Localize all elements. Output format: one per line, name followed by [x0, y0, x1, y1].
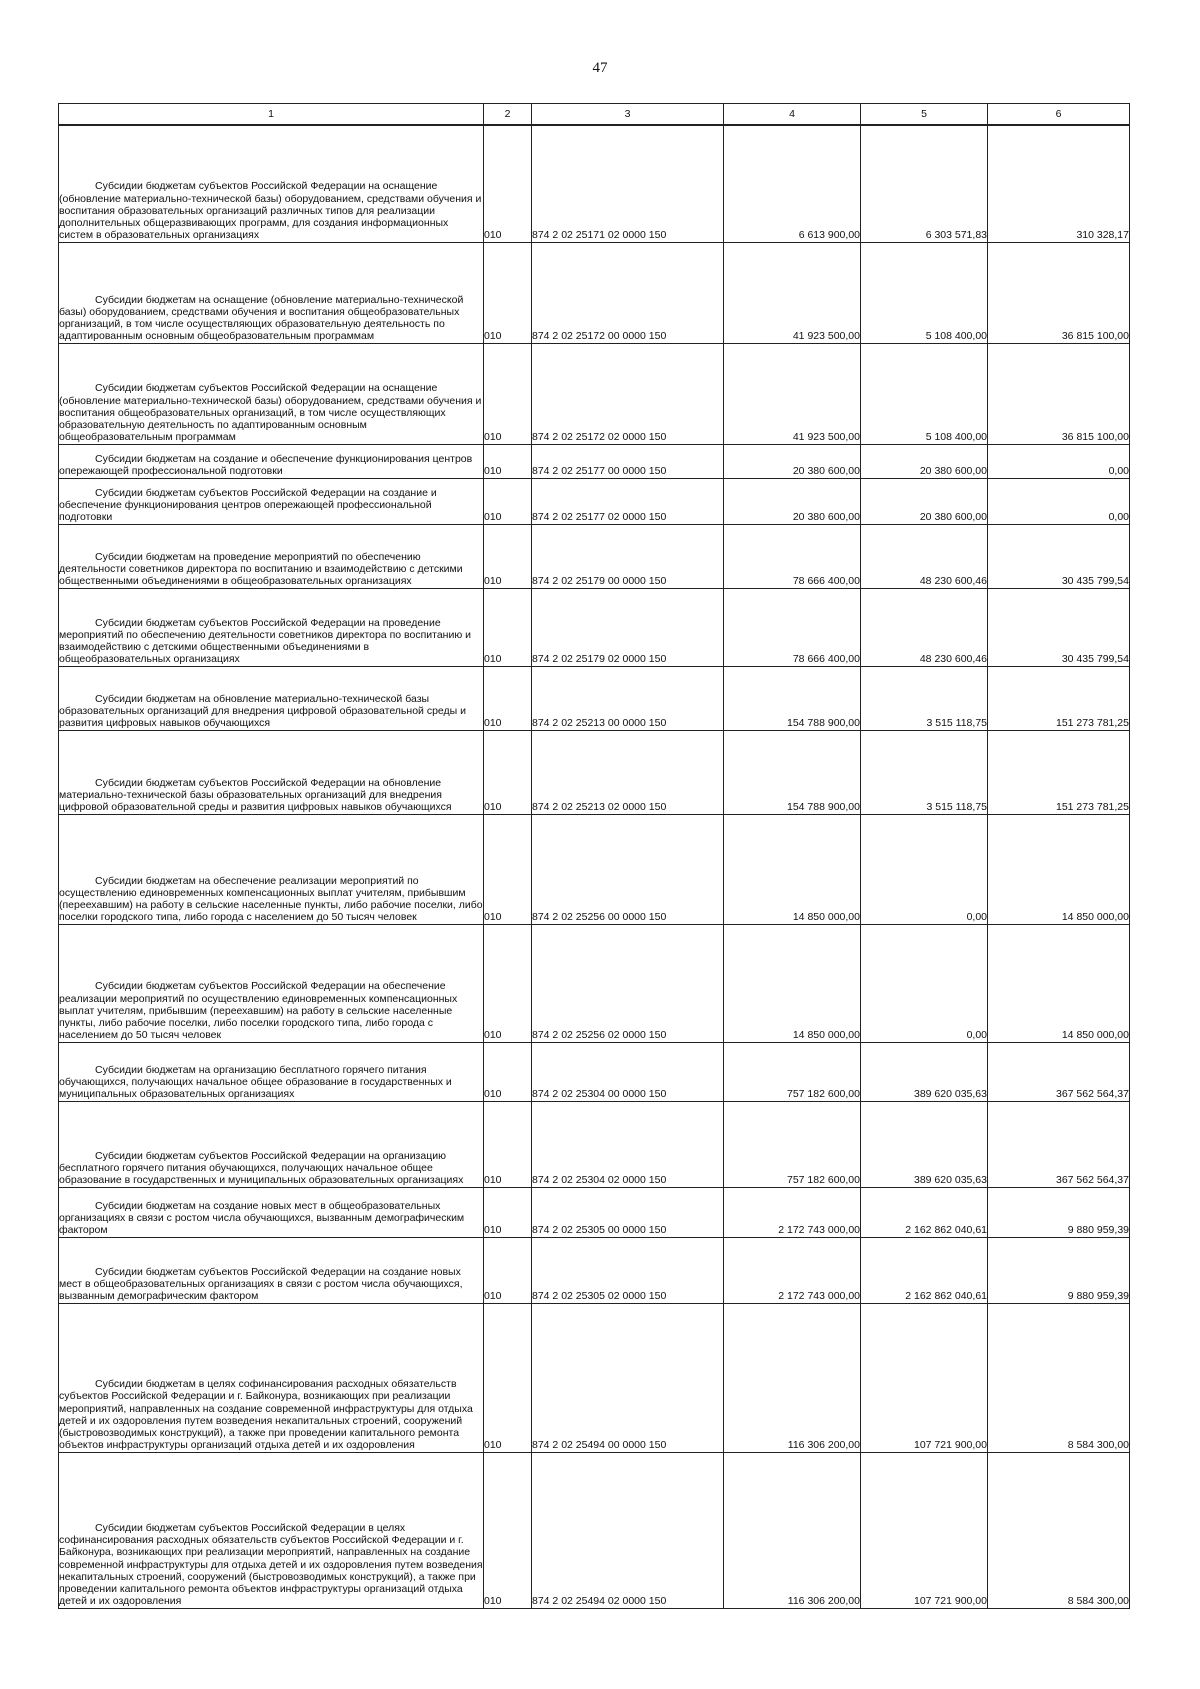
- subsidy-name-cell: [59, 478, 484, 524]
- approved-amount-cell: 2 172 743 000,00: [724, 1187, 861, 1237]
- subsidy-name-cell: [59, 814, 484, 924]
- remaining-amount-cell: 367 562 564,37: [988, 1101, 1130, 1187]
- line-code-cell: 010: [484, 1237, 532, 1303]
- subsidy-name-cell: [59, 125, 484, 242]
- subsidy-name-text: Субсидии бюджетам субъектов Российской Федерации на обновление материально-технической базы образовательных организаций для внедрения цифровой образовательной среды и развития цифровых навыков обучающихся: [59, 776, 452, 814]
- executed-amount-cell: 5 108 400,00: [861, 242, 988, 343]
- budget-code-cell: 874 2 02 25177 02 0000 150: [532, 478, 724, 524]
- page-number: 47: [592, 60, 608, 76]
- budget-code-cell: 874 2 02 25172 00 0000 150: [532, 242, 724, 343]
- line-code-cell: 010: [484, 1452, 532, 1608]
- table-row: [59, 1303, 1130, 1452]
- executed-amount-cell: 107 721 900,00: [861, 1452, 988, 1608]
- line-code-cell: 010: [484, 666, 532, 730]
- remaining-amount-cell: 151 273 781,25: [988, 666, 1130, 730]
- column-header-4: 4: [724, 104, 861, 126]
- budget-code-cell: 874 2 02 25305 02 0000 150: [532, 1237, 724, 1303]
- table-body: [59, 125, 1130, 1608]
- table-row: [59, 242, 1130, 343]
- remaining-amount-cell: 0,00: [988, 444, 1130, 478]
- budget-code-cell: 874 2 02 25256 02 0000 150: [532, 924, 724, 1042]
- subsidy-name-cell: [59, 924, 484, 1042]
- line-code-cell: 010: [484, 924, 532, 1042]
- budget-code-cell: 874 2 02 25304 00 0000 150: [532, 1042, 724, 1101]
- approved-amount-cell: 116 306 200,00: [724, 1303, 861, 1452]
- table-row: [59, 1187, 1130, 1237]
- remaining-amount-cell: 0,00: [988, 478, 1130, 524]
- subsidy-name-text: Субсидии бюджетам на организацию бесплатного горячего питания обучающихся, получающих начальное общее образование в государственных и муниципальных образовательных организациях: [59, 1063, 452, 1101]
- subsidy-name-text: Субсидии бюджетам на обновление материально-технической базы образовательных организаций для внедрения цифровой образовательной среды и развития цифровых навыков обучающихся: [59, 692, 466, 730]
- column-header-2: 2: [484, 104, 532, 126]
- line-code-cell: 010: [484, 1042, 532, 1101]
- line-code-cell: 010: [484, 444, 532, 478]
- budget-code-cell: 874 2 02 25494 00 0000 150: [532, 1303, 724, 1452]
- executed-amount-cell: 2 162 862 040,61: [861, 1187, 988, 1237]
- remaining-amount-cell: 310 328,17: [988, 125, 1130, 242]
- approved-amount-cell: 2 172 743 000,00: [724, 1237, 861, 1303]
- remaining-amount-cell: 8 584 300,00: [988, 1452, 1130, 1608]
- budget-code-cell: 874 2 02 25213 00 0000 150: [532, 666, 724, 730]
- executed-amount-cell: 0,00: [861, 924, 988, 1042]
- approved-amount-cell: 116 306 200,00: [724, 1452, 861, 1608]
- executed-amount-cell: 389 620 035,63: [861, 1042, 988, 1101]
- remaining-amount-cell: 14 850 000,00: [988, 924, 1130, 1042]
- subsidy-name-cell: [59, 1303, 484, 1452]
- subsidy-name-text: Субсидии бюджетам субъектов Российской Федерации на обеспечение реализации мероприятий по осуществлению единовременных компенсационных выплат учителям, прибывшим (переехавшим) на работу в сельские населенные пункты, либо рабочие поселки, либо поселки городского типа, либо города с населением до 50 тысяч человек: [59, 980, 458, 1042]
- remaining-amount-cell: 9 880 959,39: [988, 1237, 1130, 1303]
- executed-amount-cell: 6 303 571,83: [861, 125, 988, 242]
- approved-amount-cell: 20 380 600,00: [724, 478, 861, 524]
- budget-code-cell: 874 2 02 25213 02 0000 150: [532, 730, 724, 814]
- subsidy-name-text: Субсидии бюджетам субъектов Российской Федерации на организацию бесплатного горячего питания обучающихся, получающих начальное общее образование в государственных и муниципальных образовательных организациях: [59, 1149, 464, 1187]
- line-code-cell: 010: [484, 1187, 532, 1237]
- subsidy-name-text: Субсидии бюджетам субъектов Российской Федерации на оснащение (обновление материально-технической базы) оборудованием, средствами обучения и воспитания общеобразовательных организаций, в том числе осуществляющих образовательную деятельность по адаптированным основным общеобразовательным программам: [59, 382, 482, 444]
- subsidy-name-text: Субсидии бюджетам на создание и обеспечение функционирования центров опережающей профессиональной подготовки: [59, 453, 473, 478]
- budget-code-cell: 874 2 02 25304 02 0000 150: [532, 1101, 724, 1187]
- line-code-cell: 010: [484, 478, 532, 524]
- subsidy-name-text: Субсидии бюджетам на проведение мероприятий по обеспечению деятельности советников директора по воспитанию и взаимодействию с детскими общественными объединениями в общеобразовательных организациях: [59, 550, 463, 588]
- subsidy-name-cell: [59, 1101, 484, 1187]
- remaining-amount-cell: 367 562 564,37: [988, 1042, 1130, 1101]
- remaining-amount-cell: 30 435 799,54: [988, 524, 1130, 588]
- approved-amount-cell: 41 923 500,00: [724, 242, 861, 343]
- executed-amount-cell: 3 515 118,75: [861, 730, 988, 814]
- executed-amount-cell: 5 108 400,00: [861, 343, 988, 444]
- subsidy-name-cell: [59, 1452, 484, 1608]
- subsidy-name-text: Субсидии бюджетам в целях софинансирования расходных обязательств субъектов Российской Федерации и г. Байконура, возникающих при реализации мероприятий, направленных на создание современной инфраструктуры для отдыха детей и их оздоровления путем возведения некапитальных строений, сооружений (быстровозводимых конструкций), а также при проведении капитального ремонта объектов инфраструктуры организаций отдыха детей и их оздоровления: [59, 1378, 473, 1452]
- table-row: [59, 588, 1130, 666]
- column-header-1: 1: [59, 104, 484, 126]
- column-header-5: 5: [861, 104, 988, 126]
- table-row: [59, 1042, 1130, 1101]
- subsidy-name-text: Субсидии бюджетам на создание новых мест в общеобразовательных организациях в связи с ростом числа обучающихся, вызванным демографическим фактором: [59, 1199, 465, 1237]
- approved-amount-cell: 78 666 400,00: [724, 588, 861, 666]
- executed-amount-cell: 20 380 600,00: [861, 478, 988, 524]
- subsidy-name-cell: [59, 588, 484, 666]
- table-row: [59, 478, 1130, 524]
- budget-code-cell: 874 2 02 25172 02 0000 150: [532, 343, 724, 444]
- approved-amount-cell: 20 380 600,00: [724, 444, 861, 478]
- budget-code-cell: 874 2 02 25179 02 0000 150: [532, 588, 724, 666]
- line-code-cell: 010: [484, 125, 532, 242]
- approved-amount-cell: 154 788 900,00: [724, 666, 861, 730]
- line-code-cell: 010: [484, 343, 532, 444]
- budget-code-cell: 874 2 02 25494 02 0000 150: [532, 1452, 724, 1608]
- subsidy-name-text: Субсидии бюджетам субъектов Российской Федерации на создание и обеспечение функционирования центров опережающей профессиональной подготовки: [59, 486, 437, 524]
- line-code-cell: 010: [484, 1101, 532, 1187]
- column-number-row: [59, 104, 1130, 126]
- line-code-cell: 010: [484, 588, 532, 666]
- approved-amount-cell: 6 613 900,00: [724, 125, 861, 242]
- line-code-cell: 010: [484, 242, 532, 343]
- subsidy-name-cell: [59, 524, 484, 588]
- executed-amount-cell: 48 230 600,46: [861, 588, 988, 666]
- table-row: [59, 1237, 1130, 1303]
- column-header-6: 6: [988, 104, 1130, 126]
- executed-amount-cell: 2 162 862 040,61: [861, 1237, 988, 1303]
- subsidy-name-cell: [59, 242, 484, 343]
- subsidy-name-text: Субсидии бюджетам на оснащение (обновление материально-технической базы) оборудованием, средствами обучения и воспитания общеобразовательных организаций, в том числе осуществляющих образовательную деятельность по адаптированным основным общеобразовательным программам: [59, 293, 464, 343]
- subsidy-name-cell: [59, 1237, 484, 1303]
- subsidy-name-cell: [59, 343, 484, 444]
- remaining-amount-cell: 151 273 781,25: [988, 730, 1130, 814]
- subsidy-name-cell: [59, 1187, 484, 1237]
- line-code-cell: 010: [484, 1303, 532, 1452]
- budget-code-cell: 874 2 02 25177 00 0000 150: [532, 444, 724, 478]
- approved-amount-cell: 154 788 900,00: [724, 730, 861, 814]
- approved-amount-cell: 757 182 600,00: [724, 1042, 861, 1101]
- subsidy-name-text: Субсидии бюджетам субъектов Российской Федерации в целях софинансирования расходных обязательств субъектов Российской Федерации и г. Байконура, возникающих при реализации мероприятий, направленных на создание современной инфраструктуры для отдыха детей и их оздоровления путем возведения некапитальных строений, сооружений (быстровозводимых конструкций), а также при проведении капитального ремонта объектов инфраструктуры организаций отдыха детей и их оздоровления: [59, 1522, 483, 1608]
- approved-amount-cell: 757 182 600,00: [724, 1101, 861, 1187]
- executed-amount-cell: 389 620 035,63: [861, 1101, 988, 1187]
- executed-amount-cell: 20 380 600,00: [861, 444, 988, 478]
- table-row: [59, 814, 1130, 924]
- budget-code-cell: 874 2 02 25305 00 0000 150: [532, 1187, 724, 1237]
- remaining-amount-cell: 9 880 959,39: [988, 1187, 1130, 1237]
- table-row: [59, 730, 1130, 814]
- subsidy-name-text: Субсидии бюджетам субъектов Российской Федерации на оснащение (обновление материально-технической базы) оборудованием, средствами обучения и воспитания образовательных организаций различных типов для реализации дополнительных общеразвивающих программ, для создания информационных систем в образовательных организациях: [59, 180, 482, 242]
- subsidy-name-cell: [59, 730, 484, 814]
- subsidy-name-text: Субсидии бюджетам субъектов Российской Федерации на проведение мероприятий по обеспечению деятельности советников директора по воспитанию и взаимодействию с детскими общественными объединениями в общеобразовательных организациях: [59, 616, 471, 666]
- budget-code-cell: 874 2 02 25179 00 0000 150: [532, 524, 724, 588]
- column-header-3: 3: [532, 104, 724, 126]
- remaining-amount-cell: 8 584 300,00: [988, 1303, 1130, 1452]
- subsidy-name-text: Субсидии бюджетам субъектов Российской Федерации на создание новых мест в общеобразовательных организациях в связи с ростом числа обучающихся, вызванным демографическим фактором: [59, 1265, 463, 1303]
- remaining-amount-cell: 36 815 100,00: [988, 242, 1130, 343]
- approved-amount-cell: 14 850 000,00: [724, 814, 861, 924]
- table-row: [59, 924, 1130, 1042]
- subsidy-name-cell: [59, 666, 484, 730]
- remaining-amount-cell: 30 435 799,54: [988, 588, 1130, 666]
- subsidy-name-text: Субсидии бюджетам на обеспечение реализации мероприятий по осуществлению единовременных компенсационных выплат учителям, прибывшим (переехавшим) на работу в сельские населенные пункты, либо рабочие поселки, либо поселки городского типа, либо города с населением до 50 тысяч человек: [59, 874, 483, 924]
- table-row: [59, 524, 1130, 588]
- table-row: [59, 666, 1130, 730]
- budget-code-cell: 874 2 02 25256 00 0000 150: [532, 814, 724, 924]
- subsidy-name-cell: [59, 1042, 484, 1101]
- table-row: [59, 1452, 1130, 1608]
- approved-amount-cell: 14 850 000,00: [724, 924, 861, 1042]
- line-code-cell: 010: [484, 730, 532, 814]
- table-row: [59, 343, 1130, 444]
- table-row: [59, 444, 1130, 478]
- subsidy-name-cell: [59, 444, 484, 478]
- approved-amount-cell: 41 923 500,00: [724, 343, 861, 444]
- table-row: [59, 125, 1130, 242]
- executed-amount-cell: 107 721 900,00: [861, 1303, 988, 1452]
- executed-amount-cell: 3 515 118,75: [861, 666, 988, 730]
- line-code-cell: 010: [484, 814, 532, 924]
- remaining-amount-cell: 14 850 000,00: [988, 814, 1130, 924]
- executed-amount-cell: 0,00: [861, 814, 988, 924]
- table-row: [59, 1101, 1130, 1187]
- line-code-cell: 010: [484, 524, 532, 588]
- budget-table: [58, 103, 1130, 1609]
- remaining-amount-cell: 36 815 100,00: [988, 343, 1130, 444]
- executed-amount-cell: 48 230 600,46: [861, 524, 988, 588]
- budget-code-cell: 874 2 02 25171 02 0000 150: [532, 125, 724, 242]
- approved-amount-cell: 78 666 400,00: [724, 524, 861, 588]
